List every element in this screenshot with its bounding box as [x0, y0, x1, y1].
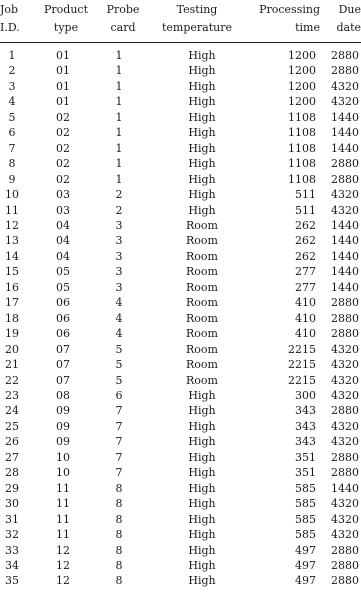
- table-row: [0, 110, 361, 125]
- probe-card-cell: 3: [115, 265, 123, 279]
- job-id-cell: 2: [8, 64, 16, 78]
- probe-card-cell: 6: [115, 388, 123, 402]
- processing-time-cell: 585: [295, 512, 316, 526]
- due-date-cell: 1440: [331, 110, 359, 124]
- probe-card-cell: 3: [115, 218, 123, 232]
- testing-temperature-cell: High: [188, 419, 216, 433]
- product-type-cell: 11: [56, 512, 70, 526]
- probe-card-cell: 8: [115, 558, 123, 572]
- job-id-cell: 1: [8, 49, 16, 62]
- job-id-cell: 23: [5, 388, 19, 402]
- probe-card-cell: 5: [115, 358, 123, 372]
- processing-time-cell: 343: [295, 435, 316, 449]
- job-id-cell: 25: [5, 419, 19, 433]
- processing-time-cell: 1108: [288, 141, 316, 155]
- job-id-cell: 7: [8, 141, 16, 155]
- job-id-cell: 34: [5, 558, 19, 572]
- probe-card-cell: 5: [115, 373, 123, 387]
- testing-temperature-cell: Room: [186, 311, 218, 325]
- product-type-cell: 02: [56, 110, 70, 124]
- job-id-cell: 30: [5, 497, 19, 511]
- product-type-cell: 07: [56, 342, 70, 356]
- job-id-cell: 14: [5, 249, 19, 263]
- testing-temperature-cell: High: [188, 512, 216, 526]
- due-date-cell: 2880: [331, 404, 359, 418]
- due-date-cell: 1440: [331, 249, 359, 263]
- table-row: [0, 573, 361, 588]
- testing-temperature-cell: High: [188, 79, 216, 93]
- probe-card-cell: 5: [115, 342, 123, 356]
- table-row: [0, 156, 361, 171]
- processing-time-cell: 2215: [288, 342, 316, 356]
- table-row: [0, 434, 361, 449]
- product-type-cell: 11: [56, 528, 70, 542]
- job-id-cell: 10: [5, 188, 19, 202]
- table-row: [0, 496, 361, 511]
- due-date-cell: 2880: [331, 450, 359, 464]
- testing-temperature-cell: High: [188, 188, 216, 202]
- job-id-cell: 15: [5, 265, 19, 279]
- product-type-cell: 05: [56, 280, 70, 294]
- header-testing-temperature-line2: temperature: [161, 21, 232, 34]
- probe-card-cell: 7: [115, 466, 123, 480]
- probe-card-cell: 2: [115, 188, 123, 202]
- job-id-cell: 16: [5, 280, 19, 294]
- job-id-cell: 6: [8, 126, 16, 140]
- testing-temperature-cell: High: [188, 543, 216, 557]
- processing-time-cell: 511: [295, 188, 316, 202]
- processing-time-cell: 351: [295, 466, 316, 480]
- table-row: [0, 203, 361, 218]
- probe-card-cell: 3: [115, 280, 123, 294]
- testing-temperature-cell: Room: [186, 218, 218, 232]
- probe-card-cell: 3: [115, 234, 123, 248]
- table-row: [0, 558, 361, 573]
- probe-card-cell: 1: [115, 79, 123, 93]
- probe-card-cell: 4: [115, 296, 123, 310]
- product-type-cell: 12: [56, 574, 70, 588]
- table-row: [0, 94, 361, 109]
- testing-temperature-cell: High: [188, 466, 216, 480]
- header-probe-card-line1: Probe: [106, 3, 140, 16]
- due-date-cell: 1440: [331, 218, 359, 232]
- product-type-cell: 01: [56, 95, 70, 109]
- product-type-cell: 02: [56, 126, 70, 140]
- testing-temperature-cell: High: [188, 558, 216, 572]
- product-type-cell: 02: [56, 172, 70, 186]
- testing-temperature-cell: High: [188, 435, 216, 449]
- table-row: [0, 419, 361, 434]
- job-id-cell: 29: [5, 481, 19, 495]
- processing-time-cell: 410: [295, 311, 316, 325]
- due-date-cell: 4320: [331, 203, 359, 217]
- processing-time-cell: 410: [295, 296, 316, 310]
- due-date-cell: 2880: [331, 574, 359, 588]
- job-id-cell: 5: [8, 110, 16, 124]
- job-id-cell: 20: [5, 342, 19, 356]
- table-row: [0, 295, 361, 310]
- due-date-cell: 1440: [331, 265, 359, 279]
- product-type-cell: 04: [56, 218, 70, 232]
- product-type-cell: 09: [56, 404, 70, 418]
- job-id-cell: 4: [8, 95, 16, 109]
- testing-temperature-cell: High: [188, 95, 216, 109]
- testing-temperature-cell: High: [188, 157, 216, 171]
- testing-temperature-cell: High: [188, 172, 216, 186]
- due-date-cell: 1440: [331, 141, 359, 155]
- processing-time-cell: 262: [295, 218, 316, 232]
- product-type-cell: 11: [56, 497, 70, 511]
- due-date-cell: 2880: [331, 49, 359, 62]
- testing-temperature-cell: High: [188, 574, 216, 588]
- processing-time-cell: 585: [295, 497, 316, 511]
- processing-time-cell: 585: [295, 481, 316, 495]
- table-row: [0, 326, 361, 341]
- due-date-cell: 2880: [331, 311, 359, 325]
- processing-time-cell: 1108: [288, 157, 316, 171]
- due-date-cell: 2880: [331, 327, 359, 341]
- due-date-cell: 4320: [331, 342, 359, 356]
- table-row: [0, 481, 361, 496]
- header-row-2: [0, 18, 361, 36]
- job-id-cell: 27: [5, 450, 19, 464]
- table-row: [0, 342, 361, 357]
- product-type-cell: 10: [56, 450, 70, 464]
- product-type-cell: 12: [56, 558, 70, 572]
- job-id-cell: 35: [5, 574, 19, 588]
- processing-time-cell: 497: [295, 574, 316, 588]
- processing-time-cell: 497: [295, 543, 316, 557]
- due-date-cell: 4320: [331, 435, 359, 449]
- processing-time-cell: 2215: [288, 373, 316, 387]
- header-processing-time-line1: Processing: [259, 3, 320, 16]
- processing-time-cell: 343: [295, 404, 316, 418]
- job-id-cell: 9: [8, 172, 16, 186]
- due-date-cell: 4320: [331, 388, 359, 402]
- testing-temperature-cell: Room: [186, 373, 218, 387]
- job-id-cell: 11: [5, 203, 19, 217]
- job-id-cell: 12: [5, 218, 19, 232]
- table-row: [0, 403, 361, 418]
- table-row: [0, 63, 361, 78]
- probe-card-cell: 1: [115, 141, 123, 155]
- processing-time-cell: 1200: [288, 64, 316, 78]
- due-date-cell: 4320: [331, 79, 359, 93]
- product-type-cell: 09: [56, 419, 70, 433]
- table-row: [0, 512, 361, 527]
- probe-card-cell: 3: [115, 249, 123, 263]
- processing-time-cell: 300: [295, 388, 316, 402]
- table-header: [0, 0, 361, 43]
- header-product-type-line2: type: [53, 21, 79, 34]
- testing-temperature-cell: Room: [186, 358, 218, 372]
- header-row-1: [0, 0, 361, 18]
- testing-temperature-cell: High: [188, 141, 216, 155]
- table-row: [0, 141, 361, 156]
- product-type-cell: 05: [56, 265, 70, 279]
- probe-card-cell: 8: [115, 528, 123, 542]
- probe-card-cell: 1: [115, 126, 123, 140]
- product-type-cell: 06: [56, 327, 70, 341]
- due-date-cell: 2880: [331, 64, 359, 78]
- probe-card-cell: 7: [115, 419, 123, 433]
- due-date-cell: 4320: [331, 95, 359, 109]
- testing-temperature-cell: Room: [186, 342, 218, 356]
- processing-time-cell: 262: [295, 249, 316, 263]
- due-date-cell: 4320: [331, 512, 359, 526]
- due-date-cell: 4320: [331, 188, 359, 202]
- due-date-cell: 4320: [331, 373, 359, 387]
- product-type-cell: 01: [56, 64, 70, 78]
- job-id-cell: 24: [5, 404, 19, 418]
- product-type-cell: 11: [56, 481, 70, 495]
- product-type-cell: 03: [56, 188, 70, 202]
- due-date-cell: 1440: [331, 481, 359, 495]
- table-row: [0, 465, 361, 480]
- product-type-cell: 04: [56, 249, 70, 263]
- testing-temperature-cell: High: [188, 203, 216, 217]
- due-date-cell: 1440: [331, 126, 359, 140]
- table-row: [0, 311, 361, 326]
- testing-temperature-cell: High: [188, 450, 216, 464]
- job-id-cell: 32: [5, 528, 19, 542]
- job-id-cell: 19: [5, 327, 19, 341]
- due-date-cell: 4320: [331, 419, 359, 433]
- product-type-cell: 10: [56, 466, 70, 480]
- testing-temperature-cell: High: [188, 481, 216, 495]
- job-id-cell: 26: [5, 435, 19, 449]
- probe-card-cell: 1: [115, 64, 123, 78]
- due-date-cell: 4320: [331, 528, 359, 542]
- due-date-cell: 1440: [331, 234, 359, 248]
- testing-temperature-cell: High: [188, 388, 216, 402]
- probe-card-cell: 1: [115, 110, 123, 124]
- processing-time-cell: 351: [295, 450, 316, 464]
- table-row: [0, 187, 361, 202]
- due-date-cell: 2880: [331, 172, 359, 186]
- processing-time-cell: 1200: [288, 49, 316, 62]
- probe-card-cell: 8: [115, 543, 123, 557]
- probe-card-cell: 8: [115, 497, 123, 511]
- due-date-cell: 4320: [331, 497, 359, 511]
- probe-card-cell: 1: [115, 95, 123, 109]
- processing-time-cell: 585: [295, 528, 316, 542]
- product-type-cell: 01: [56, 49, 70, 62]
- header-job-id-line1: Job: [0, 3, 19, 16]
- table-row: [0, 527, 361, 542]
- testing-temperature-cell: High: [188, 110, 216, 124]
- job-id-cell: 22: [5, 373, 19, 387]
- probe-card-cell: 8: [115, 481, 123, 495]
- product-type-cell: 01: [56, 79, 70, 93]
- due-date-cell: 4320: [331, 358, 359, 372]
- probe-card-cell: 1: [115, 49, 123, 62]
- header-due-date-line2: date: [336, 21, 361, 34]
- testing-temperature-cell: High: [188, 126, 216, 140]
- processing-time-cell: 2215: [288, 358, 316, 372]
- table-row: [0, 249, 361, 264]
- probe-card-cell: 8: [115, 574, 123, 588]
- table-row: [0, 264, 361, 279]
- table-row: [0, 79, 361, 94]
- testing-temperature-cell: High: [188, 64, 216, 78]
- table-row: [0, 357, 361, 372]
- job-id-cell: 13: [5, 234, 19, 248]
- header-testing-temperature-line1: Testing: [176, 3, 218, 16]
- testing-temperature-cell: Room: [186, 296, 218, 310]
- product-type-cell: 06: [56, 311, 70, 325]
- due-date-cell: 2880: [331, 466, 359, 480]
- processing-time-cell: 511: [295, 203, 316, 217]
- table-row: [0, 233, 361, 248]
- testing-temperature-cell: High: [188, 49, 216, 62]
- processing-time-cell: 1108: [288, 110, 316, 124]
- job-id-cell: 3: [8, 79, 16, 93]
- job-id-cell: 33: [5, 543, 19, 557]
- probe-card-cell: 2: [115, 203, 123, 217]
- probe-card-cell: 7: [115, 435, 123, 449]
- table-row: [0, 373, 361, 388]
- processing-time-cell: 277: [295, 265, 316, 279]
- processing-time-cell: 1200: [288, 95, 316, 109]
- table-row: [0, 48, 361, 63]
- processing-time-cell: 497: [295, 558, 316, 572]
- processing-time-cell: 1200: [288, 79, 316, 93]
- product-type-cell: 12: [56, 543, 70, 557]
- table-row: [0, 543, 361, 558]
- due-date-cell: 2880: [331, 558, 359, 572]
- processing-time-cell: 410: [295, 327, 316, 341]
- processing-time-cell: 277: [295, 280, 316, 294]
- product-type-cell: 09: [56, 435, 70, 449]
- table-body: [0, 43, 361, 589]
- processing-time-cell: 262: [295, 234, 316, 248]
- table-row: [0, 388, 361, 403]
- product-type-cell: 07: [56, 358, 70, 372]
- testing-temperature-cell: High: [188, 404, 216, 418]
- header-job-id-line2: I.D.: [0, 21, 20, 34]
- product-type-cell: 03: [56, 203, 70, 217]
- testing-temperature-cell: High: [188, 497, 216, 511]
- processing-time-cell: 1108: [288, 172, 316, 186]
- processing-time-cell: 343: [295, 419, 316, 433]
- processing-time-cell: 1108: [288, 126, 316, 140]
- job-id-cell: 31: [5, 512, 19, 526]
- due-date-cell: 2880: [331, 157, 359, 171]
- testing-temperature-cell: Room: [186, 234, 218, 248]
- header-processing-time-line2: time: [295, 21, 320, 34]
- due-date-cell: 2880: [331, 543, 359, 557]
- probe-card-cell: 7: [115, 404, 123, 418]
- job-id-cell: 28: [5, 466, 19, 480]
- testing-temperature-cell: Room: [186, 265, 218, 279]
- probe-card-cell: 4: [115, 311, 123, 325]
- product-type-cell: 06: [56, 296, 70, 310]
- job-id-cell: 17: [5, 296, 19, 310]
- table-row: [0, 172, 361, 187]
- product-type-cell: 04: [56, 234, 70, 248]
- job-id-cell: 18: [5, 311, 19, 325]
- table-row: [0, 450, 361, 465]
- probe-card-cell: 4: [115, 327, 123, 341]
- job-id-cell: 8: [8, 157, 16, 171]
- due-date-cell: 2880: [331, 296, 359, 310]
- testing-temperature-cell: Room: [186, 327, 218, 341]
- probe-card-cell: 8: [115, 512, 123, 526]
- probe-card-cell: 7: [115, 450, 123, 464]
- table-row: [0, 125, 361, 140]
- header-probe-card-line2: card: [110, 21, 136, 34]
- testing-temperature-cell: Room: [186, 280, 218, 294]
- header-product-type-line1: Product: [44, 3, 88, 16]
- probe-card-cell: 1: [115, 172, 123, 186]
- table-row: [0, 218, 361, 233]
- product-type-cell: 07: [56, 373, 70, 387]
- table-row: [0, 280, 361, 295]
- product-type-cell: 08: [56, 388, 70, 402]
- product-type-cell: 02: [56, 141, 70, 155]
- testing-temperature-cell: High: [188, 528, 216, 542]
- testing-temperature-cell: Room: [186, 249, 218, 263]
- header-due-date-line1: Due: [338, 3, 361, 16]
- job-id-cell: 21: [5, 358, 19, 372]
- product-type-cell: 02: [56, 157, 70, 171]
- due-date-cell: 1440: [331, 280, 359, 294]
- probe-card-cell: 1: [115, 157, 123, 171]
